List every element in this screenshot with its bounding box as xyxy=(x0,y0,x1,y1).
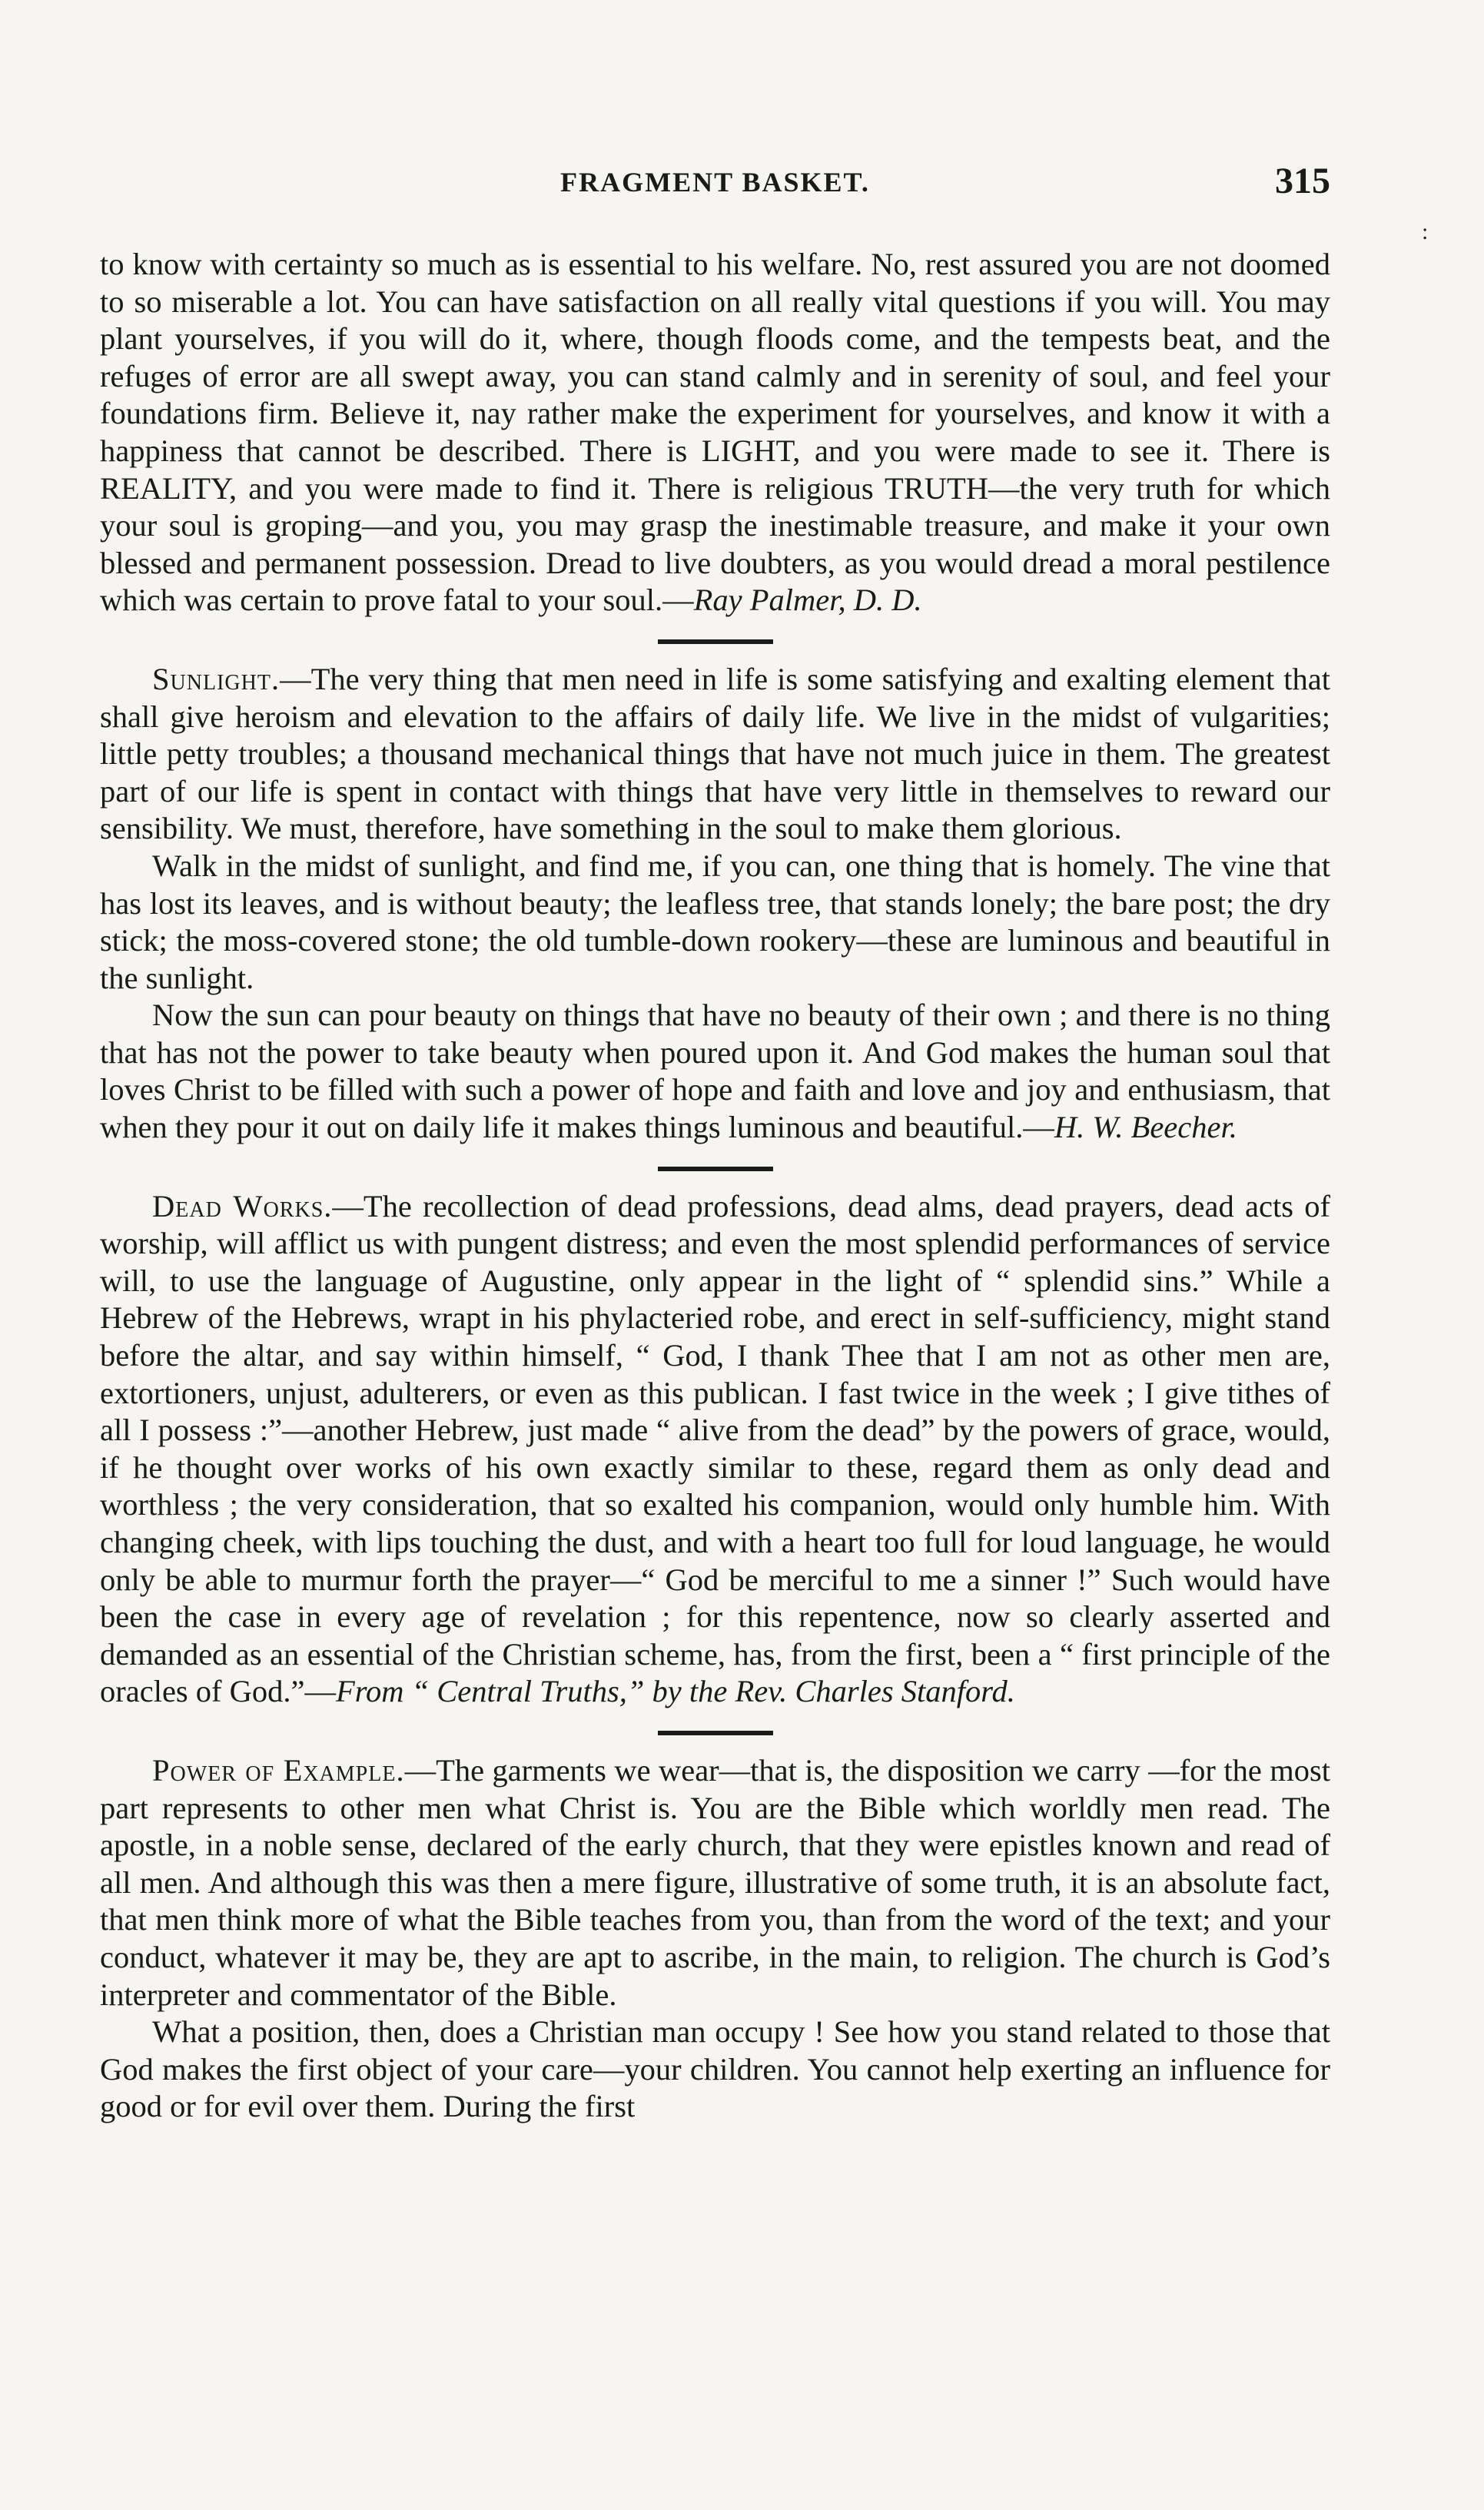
section-dead-works xyxy=(100,1188,1330,1711)
section-heading: Power of Example. xyxy=(152,1752,405,1788)
paragraph xyxy=(100,246,1330,619)
paragraph xyxy=(100,1188,1330,1711)
paragraph xyxy=(100,848,1330,997)
citation: From “ Central Truths,” by the Rev. Charles Stanford. xyxy=(336,1674,1015,1709)
page-number: 315 xyxy=(1275,161,1330,201)
running-title: FRAGMENT BASKET. xyxy=(560,167,870,198)
paragraph-text: —The very thing that men need in life is some satisfying and exalting element that shall give heroism and elevation to the affairs of daily life. We live in the midst of vulgarities; little petty troubles; a thousand mechanical things that have not much juice in them. The greatest part of our life is spent in contact with things that have very little in themselves to reward our sensibility. We must, therefore, have something in the soul to make them glorious. xyxy=(100,661,1330,846)
paragraph-text: What a position, then, does a Christian man occupy ! See how you stand related to those that God makes the first object of your care—your children. You cannot help exerting an influence for good or for evil over them. During the first xyxy=(100,2014,1330,2124)
page-body xyxy=(100,246,1330,2126)
paragraph-text: —The recollection of dead professions, dead alms, dead prayers, dead acts of worship, will afflict us with pungent distress; and even the most splendid performances of service will, to use the language of Augustine, only appear in the light of “ splendid sins.” While a Hebrew of the Hebrews, wrapt in his phylacteried robe, and erect in self-sufficiency, might stand before the altar, and say within himself, “ God, I thank Thee that I am not as other men are, extortioners, unjust, adulterers, or even as this publican. I fast twice in the week ; I give tithes of all I possess :”—another Hebrew, just made “ alive from the dead” by the powers of grace, would, if he thought over works of his own exactly similar to these, regard them as only dead and worthless ; the very consideration, that so exalted his companion, would only humble him. With changing cheek, with lips touching the dust, and with a heart too full for loud language, he would only be able to murmur forth the prayer—“ God be merciful to me a sinner !” Such would have been the case in every age of revelation ; for this repentence, now so clearly asserted and demanded as an essential of the Christian scheme, has, from the first, been a “ first principle of the oracles of God.”— xyxy=(100,1188,1330,1709)
section-divider xyxy=(658,1167,773,1171)
paragraph xyxy=(100,1752,1330,2014)
paragraph xyxy=(100,661,1330,848)
paragraph-text: Now the sun can pour beauty on things that have no beauty of their own ; and there is no thing that has not the power to take beauty when poured upon it. And God makes the human soul that loves Christ to be filled with such a power of hope and faith and love and joy and enthusiasm, that when they pour it out on daily life it makes things luminous and beautiful.— xyxy=(100,998,1330,1145)
section-heading: Dead Works. xyxy=(152,1188,333,1223)
section-power-of-example xyxy=(100,1752,1330,2126)
paragraph-text: Walk in the midst of sunlight, and find me, if you can, one thing that is homely. The vine that has lost its leaves, and is without beauty; the leafless tree, that stands lonely; the bare post; the dry stick; the moss-covered stone; the old tumble-down rookery—these are luminous and beautiful in the sunlight. xyxy=(100,848,1330,995)
section-continuation xyxy=(100,246,1330,619)
paragraph-text: to know with certainty so much as is essential to his welfare. No, rest assured you are not doomed to so miserable a lot. You can have satisfaction on all really vital questions if you will. You may plant yourselves, if you will do it, where, though floods come, and the tempests beat, and the refuges of error are all swept away, you can stand calmly and in serenity of soul, and feel your foundations firm. Believe it, nay rather make the experiment for yourselves, and know it with a happiness that cannot be described. There is LIGHT, and you were made to see it. There is REALITY, and you were made to find it. There is religious TRUTH—the very truth for which your soul is groping—and you, you may grasp the inestimable treasure, and make it your own blessed and permanent possession. Dread to live doubters, as you would dread a moral pestilence which was certain to prove fatal to your soul.— xyxy=(100,247,1330,618)
citation: Ray Palmer, D. D. xyxy=(693,583,922,618)
margin-mark: : xyxy=(1422,219,1429,244)
paragraph-text: —The garments we wear—that is, the disposition we carry —for the most part represents to other men what Christ is. You are the Bible which worldly men read. The apostle, in a noble sense, declared of the early church, that they were epistles known and read of all men. And although this was then a mere figure, illustrative of some truth, it is an absolute fact, that men think more of what the Bible teaches from you, than from the word of the text; and your conduct, whatever it may be, they are apt to ascribe, in the main, to religion. The church is God’s interpreter and commentator of the Bible. xyxy=(100,1752,1331,2012)
citation: H. W. Beecher. xyxy=(1054,1110,1237,1145)
section-divider xyxy=(658,639,773,644)
paragraph xyxy=(100,2014,1330,2126)
page-header xyxy=(100,160,1330,206)
section-divider xyxy=(658,1731,773,1735)
section-sunlight xyxy=(100,661,1330,1147)
section-heading: Sunlight. xyxy=(152,661,281,696)
paragraph xyxy=(100,997,1330,1146)
